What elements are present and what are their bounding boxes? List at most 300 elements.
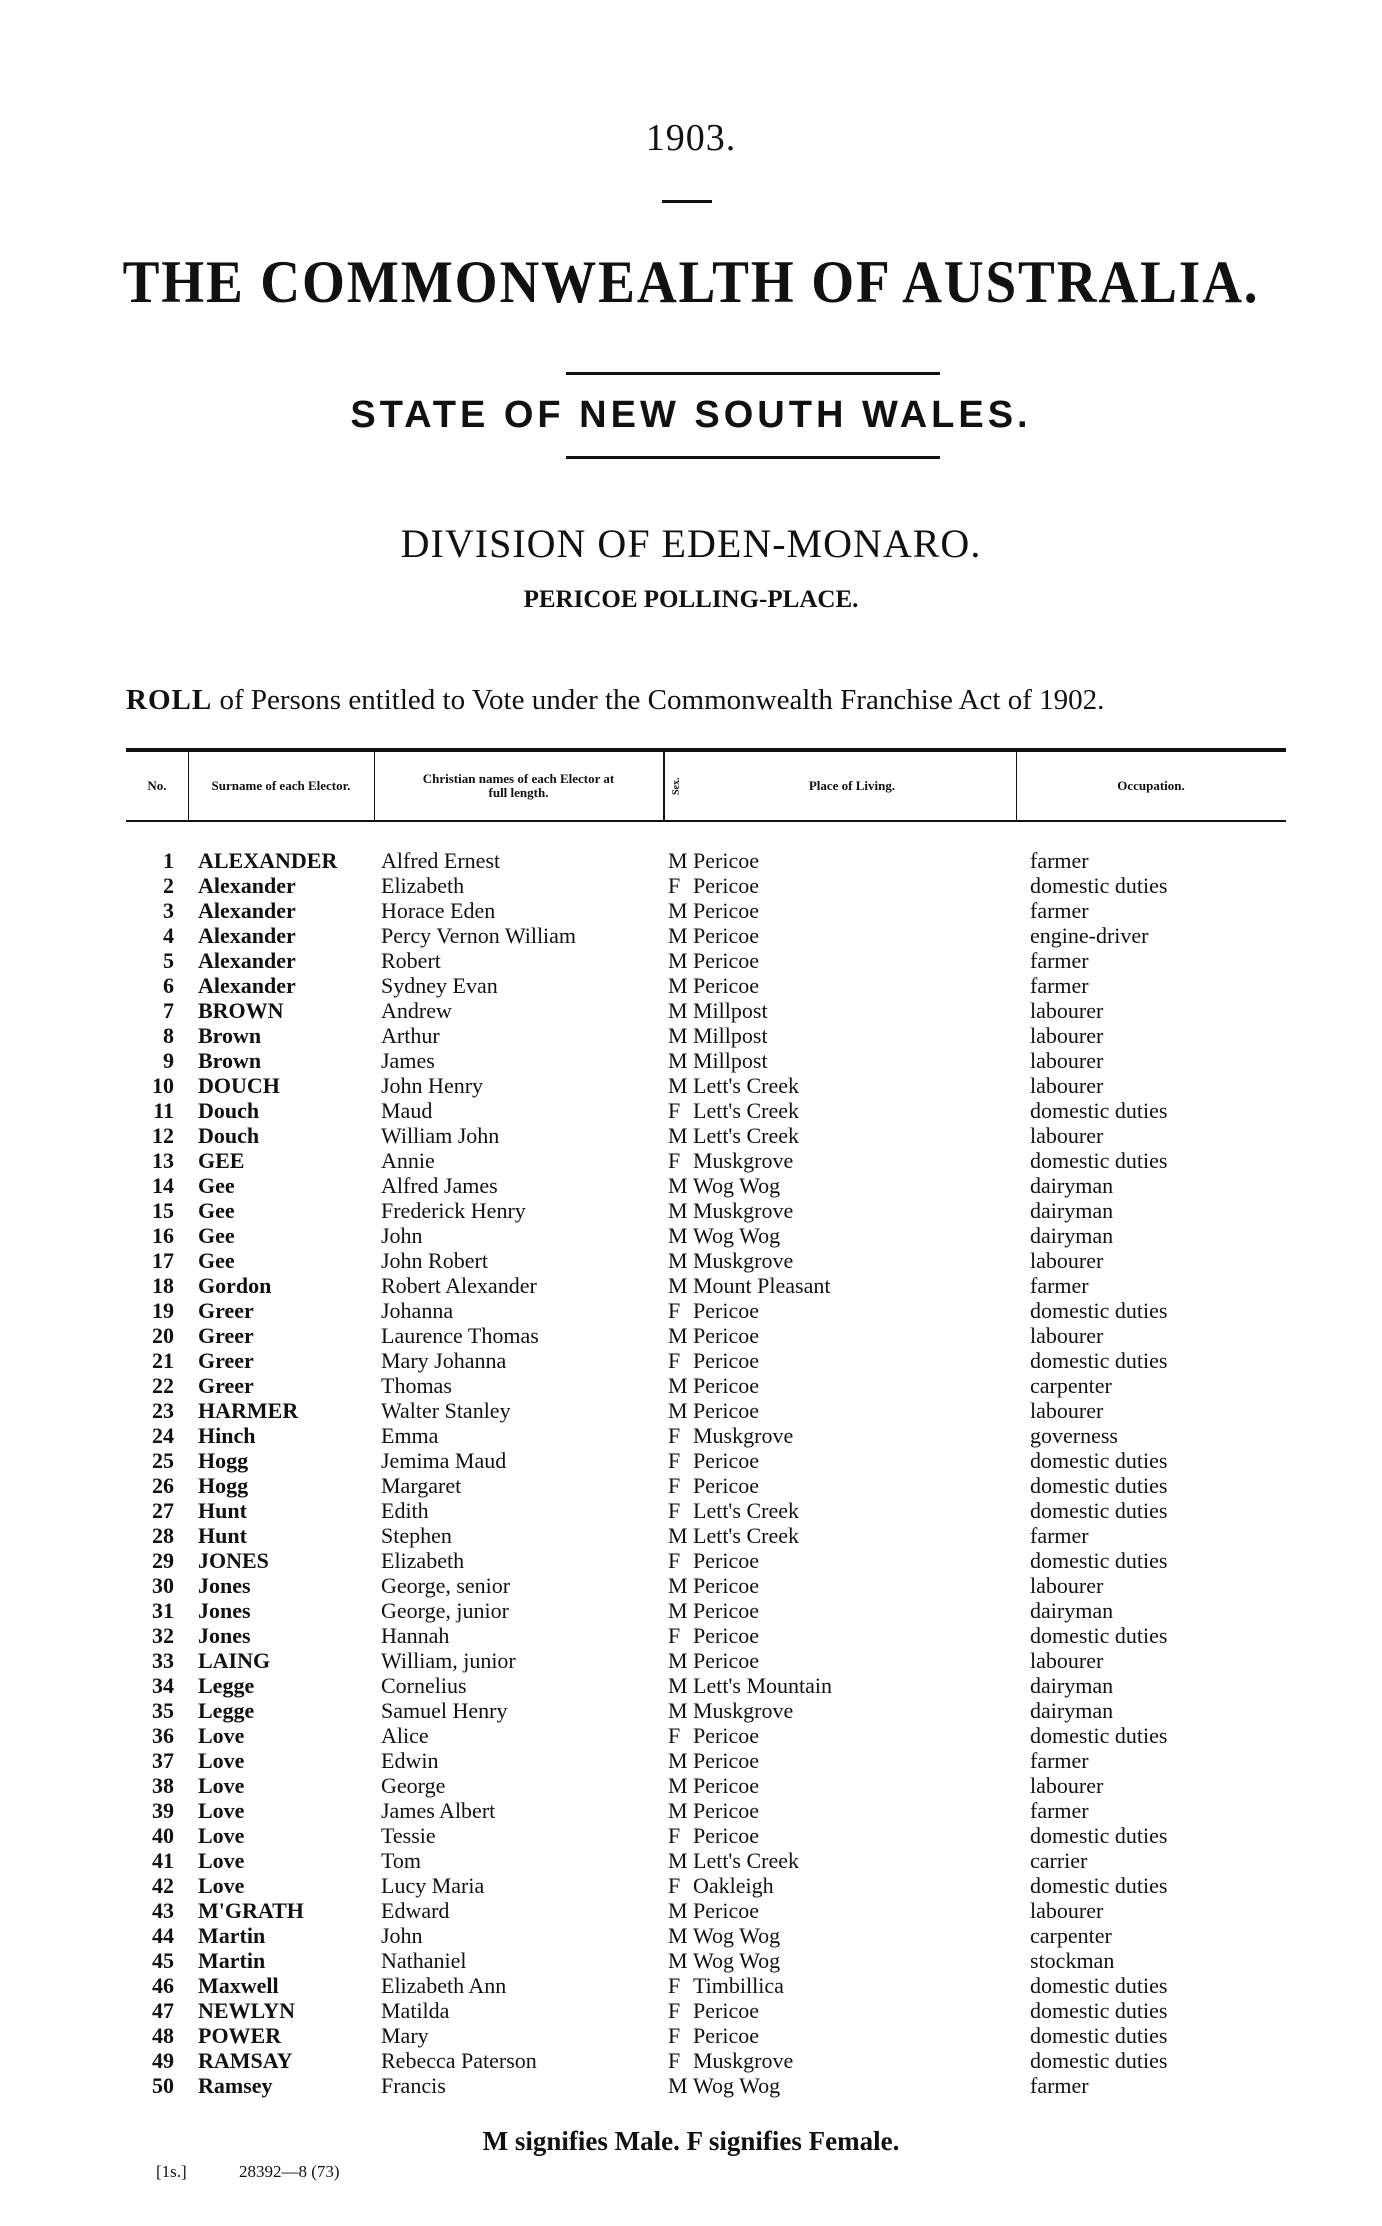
elector-sex: M (668, 1398, 688, 1423)
table-row (0, 1973, 1382, 1998)
elector-sex: M (668, 1523, 688, 1548)
elector-number: 4 (163, 923, 174, 948)
table-row (0, 1848, 1382, 1873)
table-row (0, 1948, 1382, 1973)
elector-surname: POWER (198, 2023, 282, 2048)
elector-surname: Hunt (198, 1498, 247, 1523)
elector-sex: F (668, 1873, 681, 1898)
table-row (0, 1098, 1382, 1123)
elector-occupation: engine-driver (1030, 923, 1149, 948)
elector-occupation: labourer (1030, 1398, 1104, 1423)
elector-surname: Alexander (198, 973, 296, 998)
elector-place: Pericoe (693, 1823, 759, 1848)
elector-surname: Love (198, 1748, 245, 1773)
elector-number: 49 (152, 2048, 174, 2073)
elector-surname: Hunt (198, 1523, 247, 1548)
elector-surname: Legge (198, 1673, 255, 1698)
elector-occupation: carpenter (1030, 1373, 1112, 1398)
elector-surname: Greer (198, 1298, 254, 1323)
elector-christian-names: John (381, 1223, 423, 1248)
table-row (0, 1073, 1382, 1098)
elector-sex: F (668, 1548, 681, 1573)
elector-number: 6 (163, 973, 174, 998)
page-title: THE COMMONWEALTH OF AUSTRALIA. (122, 249, 1260, 315)
elector-number: 10 (152, 1073, 174, 1098)
elector-occupation: domestic duties (1030, 1548, 1168, 1573)
elector-surname: Brown (198, 1048, 262, 1073)
elector-christian-names: Maud (381, 1098, 433, 1123)
elector-number: 17 (152, 1248, 174, 1273)
elector-number: 20 (152, 1323, 174, 1348)
elector-christian-names: Samuel Henry (381, 1698, 508, 1723)
table-row (0, 923, 1382, 948)
elector-sex: F (668, 1498, 681, 1523)
elector-place: Pericoe (693, 923, 759, 948)
elector-sex: M (668, 898, 688, 923)
elector-sex: M (668, 1648, 688, 1673)
elector-christian-names: Mary (381, 2023, 429, 2048)
elector-christian-names: Elizabeth (381, 873, 465, 898)
elector-occupation: farmer (1030, 2073, 1089, 2098)
elector-occupation: labourer (1030, 1248, 1104, 1273)
elector-christian-names: Frederick Henry (381, 1198, 526, 1223)
elector-surname: Alexander (198, 948, 296, 973)
elector-number: 31 (152, 1598, 174, 1623)
elector-sex: M (668, 1848, 688, 1873)
elector-christian-names: Tessie (381, 1823, 436, 1848)
elector-sex: M (668, 1248, 688, 1273)
elector-sex: M (668, 1898, 688, 1923)
elector-place: Pericoe (693, 1723, 759, 1748)
elector-christian-names: Margaret (381, 1473, 462, 1498)
elector-sex: M (668, 1748, 688, 1773)
elector-christian-names: Matilda (381, 1998, 450, 2023)
elector-christian-names: Thomas (381, 1373, 452, 1398)
elector-occupation: carpenter (1030, 1923, 1112, 1948)
elector-place: Lett's Creek (693, 1523, 799, 1548)
table-row (0, 1923, 1382, 1948)
elector-number: 21 (152, 1348, 174, 1373)
elector-christian-names: William John (381, 1123, 500, 1148)
elector-place: Pericoe (693, 1298, 759, 1323)
elector-christian-names: Mary Johanna (381, 1348, 507, 1373)
elector-number: 38 (152, 1773, 174, 1798)
elector-number: 27 (152, 1498, 174, 1523)
table-row (0, 1698, 1382, 1723)
elector-christian-names: John (381, 1923, 423, 1948)
elector-place: Pericoe (693, 1398, 759, 1423)
column-header-place: Place of Living. (688, 752, 1017, 820)
elector-sex: M (668, 1698, 688, 1723)
elector-sex: M (668, 1323, 688, 1348)
table-row (0, 1648, 1382, 1673)
elector-place: Pericoe (693, 1773, 759, 1798)
elector-surname: Alexander (198, 923, 296, 948)
table-row (0, 1223, 1382, 1248)
elector-sex: F (668, 1998, 681, 2023)
elector-number: 14 (152, 1173, 174, 1198)
elector-place: Wog Wog (693, 1948, 781, 1973)
elector-place: Lett's Mountain (693, 1673, 833, 1698)
elector-place: Pericoe (693, 898, 759, 923)
table-row (0, 1048, 1382, 1073)
elector-place: Pericoe (693, 1548, 759, 1573)
elector-surname: Love (198, 1773, 245, 1798)
elector-occupation: labourer (1030, 1573, 1104, 1598)
elector-sex: M (668, 1173, 688, 1198)
elector-number: 15 (152, 1198, 174, 1223)
elector-number: 13 (152, 1148, 174, 1173)
electors-list (0, 848, 1382, 2098)
elector-sex: F (668, 1348, 681, 1373)
elector-christian-names: Alice (381, 1723, 429, 1748)
elector-number: 8 (163, 1023, 174, 1048)
roll-description: of Persons entitled to Vote under the Commonwealth Franchise Act of 1902. (219, 684, 1105, 716)
elector-number: 24 (152, 1423, 174, 1448)
elector-number: 19 (152, 1298, 174, 1323)
elector-christian-names: Sydney Evan (381, 973, 498, 998)
elector-place: Pericoe (693, 848, 759, 873)
elector-place: Mount Pleasant (693, 1273, 831, 1298)
elector-surname: Martin (198, 1923, 266, 1948)
elector-occupation: labourer (1030, 1898, 1104, 1923)
elector-occupation: domestic duties (1030, 1148, 1168, 1173)
elector-surname: Gee (198, 1198, 235, 1223)
elector-sex: M (668, 1223, 688, 1248)
state-heading: STATE OF NEW SOUTH WALES. (350, 394, 1032, 436)
elector-surname: Jones (198, 1623, 251, 1648)
table-row (0, 1498, 1382, 1523)
elector-occupation: domestic duties (1030, 2048, 1168, 2073)
divider-short (662, 200, 712, 203)
table-row (0, 1323, 1382, 1348)
elector-surname: Hogg (198, 1448, 249, 1473)
elector-christian-names: Cornelius (381, 1673, 467, 1698)
roll-statement (126, 684, 1286, 717)
elector-place: Muskgrove (693, 1423, 794, 1448)
elector-occupation: farmer (1030, 948, 1089, 973)
divider-under-state (566, 456, 940, 459)
table-row (0, 1473, 1382, 1498)
elector-sex: M (668, 1948, 688, 1973)
elector-christian-names: Elizabeth (381, 1548, 465, 1573)
table-row (0, 1248, 1382, 1273)
elector-christian-names: Johanna (381, 1298, 454, 1323)
elector-number: 42 (152, 1873, 174, 1898)
elector-surname: BROWN (198, 998, 284, 1023)
elector-surname: Hinch (198, 1423, 256, 1448)
elector-place: Pericoe (693, 1998, 759, 2023)
elector-occupation: dairyman (1030, 1598, 1114, 1623)
elector-sex: F (668, 1298, 681, 1323)
elector-surname: Jones (198, 1573, 251, 1598)
elector-sex: M (668, 948, 688, 973)
table-row (0, 1123, 1382, 1148)
elector-surname: Love (198, 1823, 245, 1848)
elector-place: Lett's Creek (693, 1123, 799, 1148)
elector-surname: HARMER (198, 1398, 299, 1423)
elector-place: Millpost (693, 998, 768, 1023)
elector-christian-names: Edwin (381, 1748, 439, 1773)
table-row (0, 1273, 1382, 1298)
elector-number: 44 (152, 1923, 174, 1948)
table-row (0, 1823, 1382, 1848)
elector-occupation: stockman (1030, 1948, 1115, 1973)
elector-number: 47 (152, 1998, 174, 2023)
elector-place: Pericoe (693, 1323, 759, 1348)
column-header-no: No. (126, 752, 189, 820)
elector-christian-names: George, senior (381, 1573, 511, 1598)
elector-christian-names: Emma (381, 1423, 439, 1448)
elector-place: Millpost (693, 1048, 768, 1073)
elector-sex: M (668, 848, 688, 873)
table-row (0, 1398, 1382, 1423)
elector-place: Pericoe (693, 1598, 759, 1623)
table-row (0, 948, 1382, 973)
elector-sex: M (668, 1123, 688, 1148)
elector-occupation: labourer (1030, 998, 1104, 1023)
elector-place: Millpost (693, 1023, 768, 1048)
table-row (0, 1173, 1382, 1198)
elector-occupation: labourer (1030, 1648, 1104, 1673)
elector-sex: M (668, 1073, 688, 1098)
elector-surname: ALEXANDER (198, 848, 338, 873)
elector-place: Pericoe (693, 1448, 759, 1473)
elector-christian-names: James (381, 1048, 435, 1073)
elector-christian-names: John Henry (381, 1073, 484, 1098)
elector-occupation: domestic duties (1030, 1473, 1168, 1498)
elector-occupation: farmer (1030, 1273, 1089, 1298)
elector-christian-names: John Robert (381, 1248, 488, 1273)
roll-year: 1903. (645, 117, 737, 159)
table-row (0, 1573, 1382, 1598)
table-header (126, 748, 1286, 822)
table-row (0, 1748, 1382, 1773)
elector-sex: M (668, 1598, 688, 1623)
elector-surname: GEE (198, 1148, 245, 1173)
table-row (0, 2023, 1382, 2048)
elector-place: Muskgrove (693, 1148, 794, 1173)
elector-occupation: dairyman (1030, 1173, 1114, 1198)
elector-christian-names: Robert Alexander (381, 1273, 537, 1298)
elector-number: 48 (152, 2023, 174, 2048)
column-header-sex: Sex. (664, 752, 689, 820)
elector-number: 26 (152, 1473, 174, 1498)
table-row (0, 1523, 1382, 1548)
elector-number: 28 (152, 1523, 174, 1548)
elector-number: 7 (163, 998, 174, 1023)
elector-sex: M (668, 1573, 688, 1598)
elector-place: Lett's Creek (693, 1848, 799, 1873)
elector-place: Lett's Creek (693, 1498, 799, 1523)
elector-sex: M (668, 1198, 688, 1223)
polling-place-heading: PERICOE POLLING-PLACE. (523, 586, 859, 613)
elector-sex: F (668, 1448, 681, 1473)
elector-sex: F (668, 1473, 681, 1498)
elector-occupation: domestic duties (1030, 1973, 1168, 1998)
elector-sex: F (668, 2023, 681, 2048)
table-row (0, 1373, 1382, 1398)
table-row (0, 873, 1382, 898)
elector-christian-names: Edith (381, 1498, 429, 1523)
elector-christian-names: Tom (381, 1848, 422, 1873)
elector-place: Pericoe (693, 1573, 759, 1598)
table-row (0, 2073, 1382, 2098)
sex-legend: M signifies Male. F signifies Female. (482, 2126, 900, 2156)
elector-surname: Douch (198, 1123, 260, 1148)
elector-sex: M (668, 1773, 688, 1798)
elector-place: Pericoe (693, 1473, 759, 1498)
elector-surname: Love (198, 1798, 245, 1823)
table-row (0, 1548, 1382, 1573)
elector-christian-names: Hannah (381, 1623, 450, 1648)
elector-christian-names: Jemima Maud (381, 1448, 507, 1473)
elector-surname: Brown (198, 1023, 262, 1048)
elector-occupation: labourer (1030, 1773, 1104, 1798)
elector-christian-names: Andrew (381, 998, 452, 1023)
column-header-occupation: Occupation. (1117, 778, 1185, 794)
elector-number: 32 (152, 1623, 174, 1648)
elector-number: 9 (163, 1048, 174, 1073)
elector-occupation: domestic duties (1030, 1623, 1168, 1648)
elector-occupation: domestic duties (1030, 1098, 1168, 1123)
elector-surname: M'GRATH (198, 1898, 304, 1923)
elector-sex: F (668, 873, 681, 898)
elector-sex: F (668, 1973, 681, 1998)
table-row (0, 1148, 1382, 1173)
elector-sex: M (668, 1023, 688, 1048)
elector-place: Muskgrove (693, 1698, 794, 1723)
elector-sex: M (668, 973, 688, 998)
elector-occupation: dairyman (1030, 1198, 1114, 1223)
elector-occupation: domestic duties (1030, 1348, 1168, 1373)
table-row (0, 1198, 1382, 1223)
elector-place: Muskgrove (693, 1248, 794, 1273)
elector-number: 11 (153, 1098, 174, 1123)
elector-surname: Love (198, 1873, 245, 1898)
table-row (0, 1798, 1382, 1823)
printer-imprint (156, 2162, 340, 2182)
elector-christian-names: Alfred Ernest (381, 848, 501, 873)
table-row (0, 1773, 1382, 1798)
elector-number: 25 (152, 1448, 174, 1473)
elector-occupation: governess (1030, 1423, 1118, 1448)
elector-number: 40 (152, 1823, 174, 1848)
elector-number: 1 (163, 848, 174, 873)
elector-occupation: dairyman (1030, 1698, 1114, 1723)
elector-occupation: domestic duties (1030, 1873, 1168, 1898)
elector-surname: Love (198, 1848, 245, 1873)
elector-christian-names: Lucy Maria (381, 1873, 485, 1898)
elector-number: 34 (152, 1673, 174, 1698)
table-row (0, 1023, 1382, 1048)
elector-number: 29 (152, 1548, 174, 1573)
table-row (0, 1423, 1382, 1448)
elector-occupation: domestic duties (1030, 1998, 1168, 2023)
elector-christian-names: Robert (381, 948, 441, 973)
elector-number: 35 (152, 1698, 174, 1723)
elector-number: 18 (152, 1273, 174, 1298)
table-row (0, 1723, 1382, 1748)
elector-place: Muskgrove (693, 2048, 794, 2073)
elector-sex: F (668, 1423, 681, 1448)
table-row (0, 1298, 1382, 1323)
elector-number: 50 (152, 2073, 174, 2098)
elector-christian-names: Arthur (381, 1023, 440, 1048)
roll-word: ROLL (126, 684, 213, 716)
elector-occupation: domestic duties (1030, 1723, 1168, 1748)
elector-place: Pericoe (693, 1748, 759, 1773)
elector-number: 16 (152, 1223, 174, 1248)
elector-christian-names: Francis (381, 2073, 446, 2098)
elector-occupation: labourer (1030, 1123, 1104, 1148)
printer-mark: [1s.] (156, 2162, 187, 2181)
elector-surname: NEWLYN (198, 1998, 295, 2023)
elector-number: 12 (152, 1123, 174, 1148)
elector-place: Pericoe (693, 1373, 759, 1398)
elector-place: Wog Wog (693, 2073, 781, 2098)
divider-under-title (566, 372, 940, 375)
elector-place: Pericoe (693, 1348, 759, 1373)
elector-occupation: farmer (1030, 1523, 1089, 1548)
elector-number: 46 (152, 1973, 174, 1998)
table-row (0, 2048, 1382, 2073)
elector-christian-names: Alfred James (381, 1173, 498, 1198)
elector-occupation: farmer (1030, 973, 1089, 998)
elector-christian-names: Horace Eden (381, 898, 496, 923)
elector-occupation: labourer (1030, 1023, 1104, 1048)
elector-surname: Greer (198, 1323, 254, 1348)
elector-sex: F (668, 1823, 681, 1848)
elector-number: 5 (163, 948, 174, 973)
elector-occupation: dairyman (1030, 1673, 1114, 1698)
elector-number: 37 (152, 1748, 174, 1773)
elector-occupation: domestic duties (1030, 1298, 1168, 1323)
elector-occupation: dairyman (1030, 1223, 1114, 1248)
elector-occupation: domestic duties (1030, 2023, 1168, 2048)
elector-place: Pericoe (693, 973, 759, 998)
elector-number: 30 (152, 1573, 174, 1598)
elector-place: Pericoe (693, 2023, 759, 2048)
elector-occupation: domestic duties (1030, 1498, 1168, 1523)
elector-place: Pericoe (693, 948, 759, 973)
elector-occupation: farmer (1030, 848, 1089, 873)
elector-christian-names: Elizabeth Ann (381, 1973, 507, 1998)
elector-sex: M (668, 2073, 688, 2098)
elector-christian-names: Nathaniel (381, 1948, 467, 1973)
elector-number: 23 (152, 1398, 174, 1423)
elector-christian-names: Walter Stanley (381, 1398, 511, 1423)
elector-christian-names: Rebecca Paterson (381, 2048, 537, 2073)
elector-surname: Douch (198, 1098, 260, 1123)
table-row (0, 1348, 1382, 1373)
elector-place: Timbillica (693, 1973, 784, 1998)
division-heading: DIVISION OF EDEN-MONARO. (400, 521, 982, 566)
elector-number: 3 (163, 898, 174, 923)
elector-place: Lett's Creek (693, 1098, 799, 1123)
elector-christian-names: Laurence Thomas (381, 1323, 539, 1348)
elector-occupation: labourer (1030, 1323, 1104, 1348)
elector-sex: F (668, 1098, 681, 1123)
elector-surname: Gee (198, 1173, 235, 1198)
elector-surname: DOUCH (198, 1073, 280, 1098)
elector-place: Wog Wog (693, 1923, 781, 1948)
elector-surname: RAMSAY (198, 2048, 293, 2073)
elector-surname: Maxwell (198, 1973, 279, 1998)
elector-number: 41 (152, 1848, 174, 1873)
elector-occupation: farmer (1030, 1748, 1089, 1773)
table-row (0, 973, 1382, 998)
